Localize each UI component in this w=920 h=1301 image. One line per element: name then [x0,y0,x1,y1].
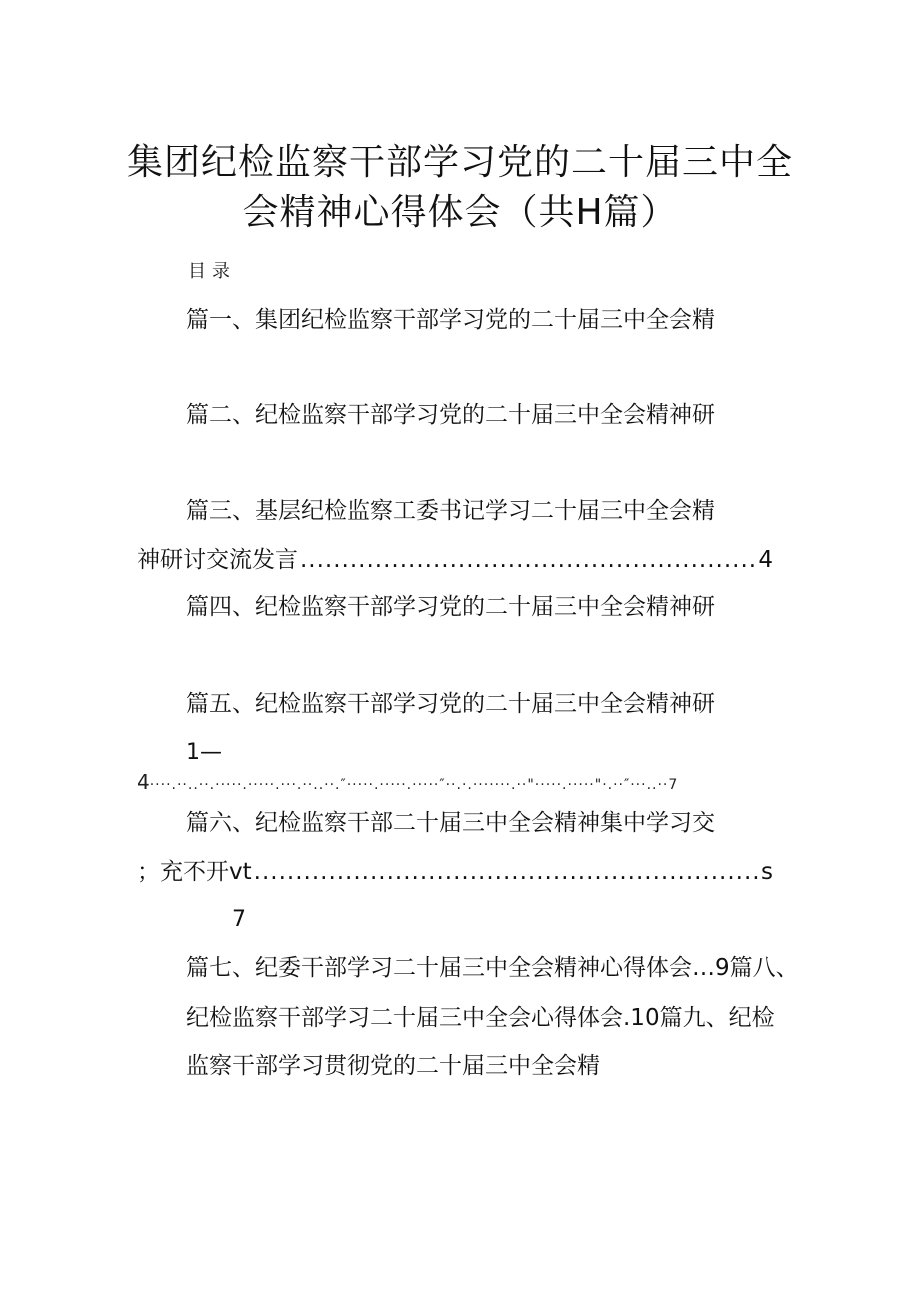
toc-item-7-line-2: 纪检监察干部学习二十届三中全会心得体会.10篇九、纪检 [186,1005,775,1031]
toc-item-7-line-1: 篇七、纪委干部学习二十届三中全会精神心得体会…9篇八、 [186,955,799,981]
toc-item-6-continuation [137,857,773,887]
toc-leader-dots [254,857,759,887]
toc-heading: 目录 [188,261,236,282]
toc-item-5: 篇五、纪检监察干部学习党的二十届三中全会精神研 [186,691,715,717]
toc-item-5-leader-dots: ····.··..··.·····.·····.···.··..··.″·····.·····.·····″··.·.·······.··"·····.·····"·.··″···..··7 [149,777,679,793]
toc-item-6-number: 7 [232,907,246,932]
toc-item-6-continuation-text: ；充不开vt [137,859,252,885]
toc-item-3-continuation-text: 神研讨交流发言 [137,547,298,573]
document-title-line-1: 集团纪检监察干部学习党的二十届三中全 [126,142,793,183]
toc-item-5-leader [137,770,678,794]
toc-item-6-page-number: s [761,859,773,885]
toc-item-3: 篇三、基层纪检监察工委书记学习二十届三中全会精 [186,498,715,524]
toc-item-4: 篇四、纪检监察干部学习党的二十届三中全会精神研 [186,594,715,620]
toc-item-5-leader-lead: 4 [137,770,150,794]
toc-item-2: 篇二、纪检监察干部学习党的二十届三中全会精神研 [186,402,715,428]
toc-item-3-continuation [137,545,773,575]
toc-item-7-line-3: 监察干部学习贯彻党的二十届三中全会精 [186,1053,600,1079]
toc-item-5-number: 1— [186,740,222,765]
document-title-line-2: 会精神心得体会（共H篇） [242,192,678,233]
toc-item-3-page-number: 4 [758,547,773,573]
toc-item-6: 篇六、纪检监察干部二十届三中全会精神集中学习交 [186,810,715,836]
toc-item-1: 篇一、集团纪检监察干部学习党的二十届三中全会精 [186,307,715,333]
toc-leader-dots [300,545,756,575]
